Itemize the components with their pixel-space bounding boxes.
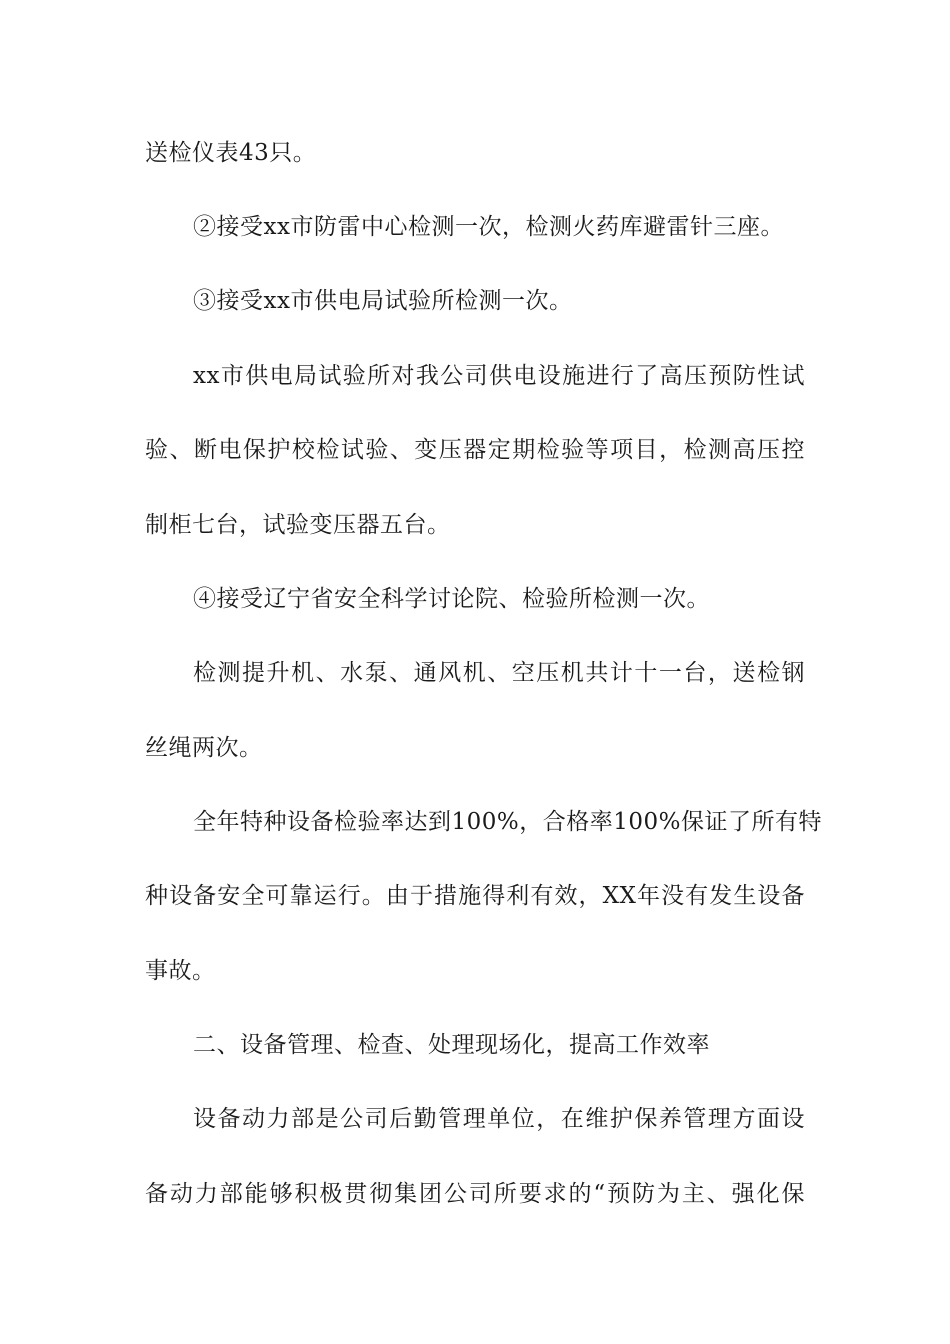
text-line: 设备动力部是公司后勤管理单位，在维护保养管理方面设 bbox=[193, 1106, 805, 1132]
text-line: ③接受xx市供电局试验所检测一次。 bbox=[193, 288, 573, 314]
text-line: 事故。 bbox=[145, 958, 216, 984]
text-line: 备动力部能够积极贯彻集团公司所要求的“预防为主、强化保 bbox=[145, 1181, 805, 1207]
text-line: 验、断电保护校检试验、变压器定期检验等项目，检测高压控 bbox=[145, 437, 805, 463]
section-heading: 二、设备管理、检查、处理现场化，提高工作效率 bbox=[193, 1032, 710, 1058]
text-line: ④接受辽宁省安全科学讨论院、检验所检测一次。 bbox=[193, 586, 710, 612]
text-line: 种设备安全可靠运行。由于措施得利有效，XX年没有发生设备 bbox=[145, 883, 805, 909]
text-line: 送检仪表43只。 bbox=[145, 140, 317, 166]
text-line: 丝绳两次。 bbox=[145, 735, 263, 761]
text-line: ②接受xx市防雷中心检测一次，检测火药库避雷针三座。 bbox=[193, 214, 784, 240]
text-line: 检测提升机、水泵、通风机、空压机共计十一台，送检钢 bbox=[193, 660, 805, 686]
text-line: xx市供电局试验所对我公司供电设施进行了高压预防性试 bbox=[193, 363, 805, 389]
text-line: 制柜七台，试验变压器五台。 bbox=[145, 512, 451, 538]
text-line: 全年特种设备检验率达到100%，合格率100%保证了所有特 bbox=[193, 809, 823, 835]
